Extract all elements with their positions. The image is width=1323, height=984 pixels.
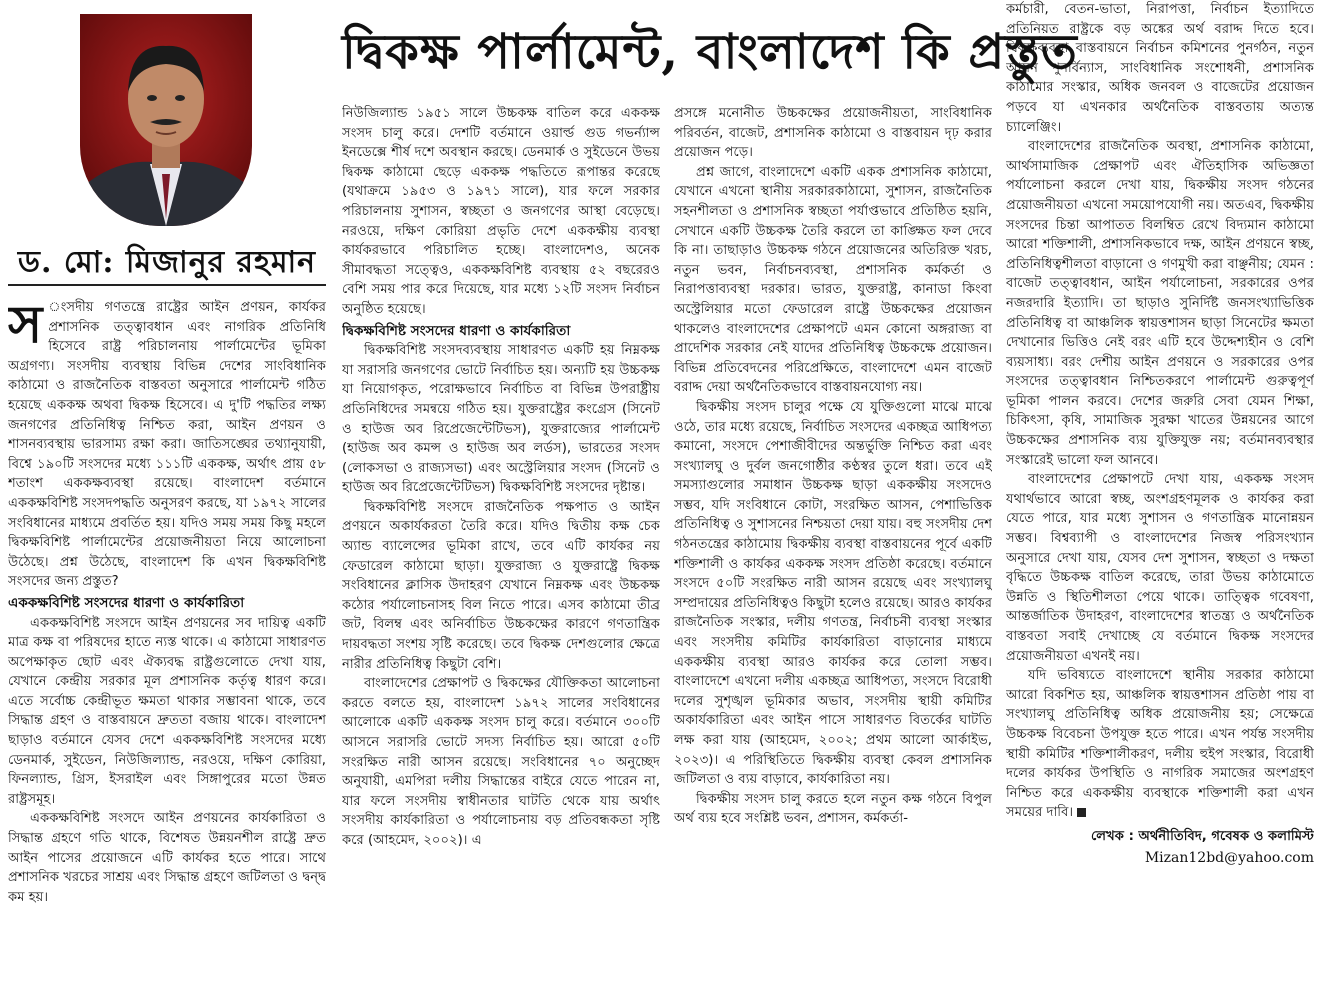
drop-cap: স (8, 298, 43, 355)
subheading: দ্বিকক্ষবিশিষ্ট সংসদের ধারণা ও কার্যকারিতা (342, 322, 571, 339)
paragraph: স ংসদীয় গণতন্ত্রে রাষ্ট্রের আইন প্রণয়ন, কার্যকর প্রশাসনিক তত্ত্বাবধান এবং নাগরিক প্রতিনিধি হিসেবে রাষ্ট্র পরিচালনায় পার্লামেন্টের ভূমিকা অগ্রগণ্য। সংসদীয় ব্যবস্থায় বিভিন্ন দেশের সাংবিধানিক কাঠামো ও রাজনৈতিক বাস্তবতা অনুসারে পার্লামেন্ট গঠিত হয়েছে এককক্ষ অথবা দ্বিকক্ষ হিসেবে। এ দু'টি পদ্ধতির লক্ষ্য জনগণের প্রতিনিধিত্ব নিশ্চিত করা, আইন প্রণয়ন ও শাসনব্যবস্থায় ভারসাম্য রক্ষা করা। জাতিসঙ্ঘের তথ্যানুযায়ী, বিশ্বে ১৯০টি সংসদের মধ্যে ১১১টি এককক্ষ, অর্থাৎ প্রায় ৫৮ শতাংশ এককক্ষব্যবস্থা রয়েছে। বাংলাদেশ বর্তমানে এককক্ষবিশিষ্ট সংসদপদ্ধতি অনুসরণ করছে, যা ১৯৭২ সালের সংবিধানের মাধ্যমে প্রবর্তিত হয়। যদিও সময় সময় কিছু মহলে দ্বিকক্ষবিশিষ্ট পার্লামেন্টের প্রয়োজনীয়তা নিয়ে আলোচনা উঠেছে। প্রশ্ন উঠেছে, বাংলাদেশ কি এখন দ্বিকক্ষবিশিষ্ট সংসদের জন্য প্রস্তুত? (8, 298, 326, 590)
paragraph: এককক্ষবিশিষ্ট সংসদে আইন প্রণয়নের সব দায়িত্ব একটি মাত্র কক্ষ বা পরিষদের হাতে ন্যস্ত থাকে। এ কাঠামো সাধারণত অপেক্ষাকৃত ছোট এবং ঐক্যবদ্ধ রাষ্ট্রগুলোতে দেখা যায়, যেখানে কেন্দ্রীয় সরকার মূল প্রশাসনিক কর্তৃত্ব ধারণ করে। এতে সর্বোচ্চ কেন্দ্রীভূত ক্ষমতা থাকার সম্ভাবনা থাকে, তবে সিদ্ধান্ত গ্রহণ ও বাস্তবায়নে দ্রুততা বজায় থাকে। বাংলাদেশ ছাড়াও বর্তমানে যেসব দেশে এককক্ষবিশিষ্ট সংসদের মধ্যে ডেনমার্ক, সুইডেন, নিউজিল্যান্ড, নরওয়ে, দক্ষিণ কোরিয়া, ফিনল্যান্ড, গ্রিস, ইসরাইল এবং সিঙ্গাপুরের মতো উন্নত রাষ্ট্রসমূহ। (8, 615, 326, 807)
paragraph: দ্বিকক্ষীয় সংসদ চালুর পক্ষে যে যুক্তিগুলো মাঝে মাঝে ওঠে, তার মধ্যে রয়েছে, নির্বাচিত সংসদের একচ্ছত্র আধিপত্য কমানো, সংসদে পেশাজীবীদের অন্তর্ভুক্তি নিশ্চিত করা এবং সংখ্যালঘু ও দুর্বল জনগোষ্ঠীর কণ্ঠস্বর তুলে ধরা। তবে এই সমস্যাগুলোর সমাধান উচ্চকক্ষ ছাড়া এককক্ষীয় সংসদেও সম্ভব, যদি সংবিধানে কোটা, সংরক্ষিত আসন, পেশাভিত্তিক প্রতিনিধিত্ব ও সুশাসনের নিশ্চয়তা দেয়া যায়। বহু সংসদীয় দেশ গঠনতন্ত্রের কাঠামোয় দ্বিকক্ষীয় ব্যবস্থা বাস্তবায়নের পূর্বে একটি শক্তিশালী ও কার্যকর এককক্ষ সংসদ প্রতিষ্ঠা করেছে। বর্তমানে সংসদে ৫০টি সংরক্ষিত নারী আসন রয়েছে এবং সংখ্যালঘু সম্প্রদায়ের প্রতিনিধিত্বও কিছুটা হলেও রয়েছে। আরও কার্যকর রাজনৈতিক সংস্কার, দলীয় গণতন্ত্র, নির্বাচনী ব্যবস্থা সংস্কার এবং সংসদীয় কমিটির কার্যকারিতা বাড়ানোর মাধ্যমে এককক্ষীয় ব্যবস্থা আরও কার্যকর করে তোলা সম্ভব। বাংলাদেশে এখনো দলীয় একচ্ছত্র আধিপত্য, সংসদে বিরোধী দলের সুশৃঙ্খল ভূমিকার অভাব, সংসদীয় স্থায়ী কমিটির অকার্যকারিতা এবং আইন পাসে সাধারণত বিতর্কের ঘাটতি লক্ষ করা যায় (আহমেদ, ২০০২; প্রথম আলো আর্কাইভ, ২০২৩)। এ পরিস্থিতিতে দ্বিকক্ষীয় ব্যবস্থা কেবল প্রশাসনিক জটিলতা ও ব্যয় বাড়াবে, কার্যকারিতা নয়। (674, 399, 992, 788)
author-email: Mizan12bd@yahoo.com (1144, 849, 1314, 866)
paragraph: দ্বিকক্ষবিশিষ্ট সংসদব্যবস্থায় সাধারণত একটি হয় নিম্নকক্ষ যা সরাসরি জনগণের ভোটে নির্বাচিত হয়। অন্যটি হয় উচ্চকক্ষ যা নিয়োগকৃত, পরোক্ষভাবে নির্বাচিত বা বিভিন্ন উপরাষ্ট্রীয় প্রতিনিধিদের সমন্বয়ে গঠিত হয়। যুক্তরাষ্ট্রের কংগ্রেস (সিনেট ও হাউজ অব রিপ্রেজেন্টেটিভস), যুক্তরাজ্যের পার্লামেন্ট (হাউজ অব কমন্স ও হাউজ অব লর্ডস), ভারতের সংসদ (লোকসভা ও রাজ্যসভা) এবং অস্ট্রেলিয়ার সংসদ (সিনেট ও হাউজ অব রিপ্রেজেন্টেটিভস) দ্বিকক্ষবিশিষ্ট সংসদের দৃষ্টান্ত। (342, 343, 660, 496)
column-1 (8, 298, 326, 984)
paragraph: প্রশ্ন জাগে, বাংলাদেশে একটি একক প্রশাসনিক কাঠামো, যেখানে এখনো স্থানীয় সরকারকাঠামো, সুশাসন, রাজনৈতিক সহনশীলতা ও প্রশাসনিক স্বচ্ছতা পর্যাপ্তভাবে প্রতিষ্ঠিত হয়নি, সেখানে একটি উচ্চকক্ষ তৈরি করলে তা কাঙ্ক্ষিত ফল দেবে কি না। তাছাড়াও উচ্চকক্ষ গঠনে প্রয়োজনের অতিরিক্ত খরচ, নতুন ভবন, নির্বাচনব্যবস্থা, প্রশাসনিক কর্মকর্তা ও নিরাপত্তাব্যবস্থা দরকার। ভারত, যুক্তরাষ্ট্র, কানাডা কিংবা অস্ট্রেলিয়ার মতো ফেডারেল রাষ্ট্রে উচ্চকক্ষের প্রয়োজন থাকলেও বাংলাদেশের প্রেক্ষাপটে এমন কোনো অঙ্গরাজ্য বা প্রাদেশিক সরকার নেই যাদের প্রতিনিধিত্ব উচ্চকক্ষে প্রয়োজন। বিভিন্ন প্রতিবেদনের পরিপ্রেক্ষিতে, বাংলাদেশে এমন বাজেট বরাদ্দ দেয়া অর্থনৈতিকভাবে বাস্তবায়নযোগ্য নয়। (674, 164, 992, 396)
column-4 (1006, 0, 1314, 984)
paragraph: প্রসঙ্গে মনোনীত উচ্চকক্ষের প্রয়োজনীয়তা, সাংবিধানিক পরিবর্তন, বাজেট, প্রশাসনিক কাঠামো ও বাস্তবায়ন দৃঢ় করার প্রয়োজন পড়ে। (674, 106, 992, 161)
paragraph: দ্বিকক্ষীয় সংসদ চালু করতে হলে নতুন কক্ষ গঠনে বিপুল অর্থ ব্যয় হবে সংশ্লিষ্ট ভবন, প্রশাসন, কর্মকর্তা- (674, 791, 992, 827)
end-mark-icon (1077, 808, 1086, 817)
paragraph: নিউজিল্যান্ড ১৯৫১ সালে উচ্চকক্ষ বাতিল করে এককক্ষ সংসদ চালু করে। দেশটি বর্তমানে ওয়ার্ল্ড গুড গভর্ন্যান্স ইনডেক্সে শীর্ষ দশে অবস্থান করছে। ডেনমার্ক ও সুইডেনে উভয় দ্বিকক্ষ কাঠামো ছেড়ে এককক্ষ পদ্ধতিতে রূপান্তর করেছে (যথাক্রমে ১৯৫৩ ও ১৯৭১ সালে), যার ফলে সরকার পরিচালনায় সুশাসন, স্বচ্ছতা ও জনগণের আস্থা বেড়েছে। নরওয়ে, দক্ষিণ কোরিয়া প্রভৃতি দেশে এককক্ষীয় ব্যবস্থা কার্যকরভাবে পরিচালিত হচ্ছে। বাংলাদেশও, অনেক সীমাবদ্ধতা সত্ত্বেও, এককক্ষবিশিষ্ট ব্যবস্থায় ৫২ বছরেরও বেশি সময় পার করে দিয়েছে, যার মধ্যে ১২টি সংসদ নির্বাচন অনুষ্ঠিত হয়েছে। (342, 106, 660, 317)
paragraph: বাংলাদেশের প্রেক্ষাপটে দেখা যায়, এককক্ষ সংসদ যথার্থভাবে আরো স্বচ্ছ, অংশগ্রহণমূলক ও কার্যকর করা যেতে পারে, যার মধ্যে সুশাসন ও গণতান্ত্রিক মানোন্নয়ন সম্ভব। বিশ্বব্যাপী ও বাংলাদেশের নিজস্ব পরিসংখ্যান অনুসারে দেখা যায়, যেসব দেশ সুশাসন, স্বচ্ছতা ও দক্ষতা বৃদ্ধিতে উচ্চকক্ষ বাতিল করেছে, তারা উভয় কাঠামোতে উন্নতি ও স্থিতিশীলতা পেয়ে থাকে। তাত্ত্বিক গবেষণা, আন্তর্জাতিক উদাহরণ, বাংলাদেশের স্বাতন্ত্র্য ও অর্থনৈতিক বাস্তবতা সবাই দেখাচ্ছে যে বর্তমানে দ্বিকক্ষ সংসদের প্রয়োজনীয়তা এখনই নয়। (1006, 472, 1314, 664)
column-3 (674, 104, 992, 984)
paragraph: বাংলাদেশের রাজনৈতিক অবস্থা, প্রশাসনিক কাঠামো, আর্থসামাজিক প্রেক্ষাপট এবং ঐতিহাসিক অভিজ্ঞতা পর্যালোচনা করলে দেখা যায়, দ্বিকক্ষীয় সংসদ গঠনের প্রয়োজনীয়তা এখনো সময়োপযোগী নয়। অতএব, দ্বিকক্ষীয় সংসদের চিন্তা আপাতত বিলম্বিত রেখে বিদ্যমান কাঠামো আরো শক্তিশালী, প্রশাসনিকভাবে দক্ষ, আইন প্রণয়নে স্বচ্ছ, প্রতিনিধিত্বশীলতা বাড়ানো ও গণমুখী করা বাঞ্ছনীয়; যেমন : বাজেট তত্ত্বাবধান, আইন পর্যালোচনা, সরকারের ওপর নজরদারি ইত্যাদি। তা ছাড়াও সুনির্দিষ্ট জনসংখ্যাভিত্তিক প্রতিনিধিত্ব বা আঞ্চলিক স্বায়ত্তশাসন ছাড়া সিনেটের ক্ষমতা দেখানোর ভিত্তিও নেই বরং এটি হবে উদ্দেশ্যহীন ও বেশি ব্যয়সাধ্য। বরং দেশীয় আইন প্রণয়নে ও সরকারের ওপর সংসদের তত্ত্বাবধান নিশ্চিতকরণে পার্লামেন্ট গুরুত্বপূর্ণ ভূমিকা পালন করবে। দেশের জরুরি সেবা যেমন শিক্ষা, চিকিৎসা, কৃষি, সামাজিক সুরক্ষা খাতের উন্নয়নের আগে উচ্চকক্ষের প্রশাসনিক ব্যয় যুক্তিযুক্ত নয়; বর্তমানব্যবস্থার সংস্কারেই ভালো ফল আনবে। (1006, 139, 1314, 468)
paragraph: এককক্ষবিশিষ্ট সংসদে আইন প্রণয়নের কার্যকারিতা ও সিদ্ধান্ত গ্রহণে গতি থাকে, বিশেষত উন্নয়নশীল রাষ্ট্রে দ্রুত আইন পাসের প্রয়োজনে এটি কার্যকর হতে পারে। সাথে প্রশাসনিক খরচের সাশ্রয় এবং সিদ্ধান্ত গ্রহণে জটিলতা ও দ্বন্দ্ব কম হয়। (8, 811, 326, 905)
author-name: ড. মো: মিজানুর রহমান (17, 245, 317, 280)
column-2 (342, 104, 660, 984)
subheading: এককক্ষবিশিষ্ট সংসদের ধারণা ও কার্যকারিতা (8, 594, 245, 611)
headline: দ্বিকক্ষ পার্লামেন্ট, বাংলাদেশ কি প্রস্তুত (342, 24, 1078, 80)
author-photo (80, 14, 252, 226)
paragraph: যদি ভবিষ্যতে বাংলাদেশে স্থানীয় সরকার কাঠামো আরো বিকশিত হয়, আঞ্চলিক স্বায়ত্তশাসন প্রতিষ্ঠা পায় বা সংখ্যালঘু প্রতিনিধিত্ব অধিক প্রয়োজনীয় হয়; সেক্ষেত্রে উচ্চকক্ষ বিবেচনা উপযুক্ত হতে পারে। এখন পর্যন্ত সংসদীয় স্থায়ী কমিটির শক্তিশালীকরণ, দলীয় হুইপ সংস্কার, বিরোধী দলের কার্যকর উপস্থিতি ও নাগরিক সমাজের অংশগ্রহণ নিশ্চিত করে এককক্ষীয় ব্যবস্থাকে শক্তিশালী করা এখন সময়ের দাবি। (1006, 668, 1314, 821)
paragraph: কর্মচারী, বেতন-ভাতা, নিরাপত্তা, নির্বাচন ইত্যাদিতে প্রতিনিয়ত রাষ্ট্রকে বড় অঙ্কের অর্থ বরাদ্দ দিতে হবে। দ্বিকক্ষব্যবস্থা বাস্তবায়নে নির্বাচন কমিশনের পুনর্গঠন, নতুন আসন পুনর্বিন্যাস, সাংবিধানিক সংশোধনী, প্রশাসনিক কাঠামোর সংস্কার, অধিক জনবল ও বাজেটের প্রয়োজন পড়বে যা এখনকার অর্থনৈতিক বাস্তবতায় অত্যন্ত চ্যালেঞ্জিং। (1006, 2, 1314, 135)
paragraph: দ্বিকক্ষবিশিষ্ট সংসদে রাজনৈতিক পক্ষপাত ও আইন প্রণয়নে অকার্যকরতা তৈরি করে। যদিও দ্বিতীয় কক্ষ চেক অ্যান্ড ব্যালেন্সের ভূমিকা রাখে, তবে এটি কার্যকর নয় ফেডারেল কাঠামো ছাড়া। যুক্তরাজ্য ও যুক্তরাষ্ট্রে দ্বিকক্ষ সংবিধানের ক্লাসিক উদাহরণ যেখানে নিম্নকক্ষ এবং উচ্চকক্ষ কঠোর পর্যালোচনাসহ বিল নিতে পারে। এসব কাঠামো তীব্র জট, বিলম্ব এবং অনির্বাচিত উচ্চকক্ষের কারণে গণতান্ত্রিক দায়বদ্ধতা সংশয় সৃষ্টি করেছে। তবে দ্বিকক্ষ দেশগুলোর ক্ষেত্রে নারীর প্রতিনিধিত্ব কিছুটা বেশি। (342, 499, 660, 672)
paragraph: বাংলাদেশের প্রেক্ষাপট ও দ্বিকক্ষের যৌক্তিকতা আলোচনা করতে বলতে হয়, বাংলাদেশ ১৯৭২ সালের সংবিধানের আলোকে একটি এককক্ষ সংসদ চালু করে। বর্তমানে ৩০০টি আসনে সরাসরি ভোটে সদস্য নির্বাচিত হয়। আরো ৫০টি সংরক্ষিত নারী আসন রয়েছে। সংবিধানের ৭০ অনুচ্ছেদ অনুযায়ী, এমপিরা দলীয় সিদ্ধান্তের বাইরে যেতে পারেন না, যার ফলে সংসদীয় স্বাধীনতার ঘাটতি থেকে যায় অর্থাৎ সংসদীয় কার্যকারিতা ও পর্যালোচনায় বড় প্রতিবন্ধকতা সৃষ্টি করে (আহমেদ, ২০০২)। এ (342, 676, 660, 848)
author-credit: লেখক : অর্থনীতিবিদ, গবেষক ও কলামিস্ট (1090, 828, 1314, 844)
divider (8, 284, 326, 286)
